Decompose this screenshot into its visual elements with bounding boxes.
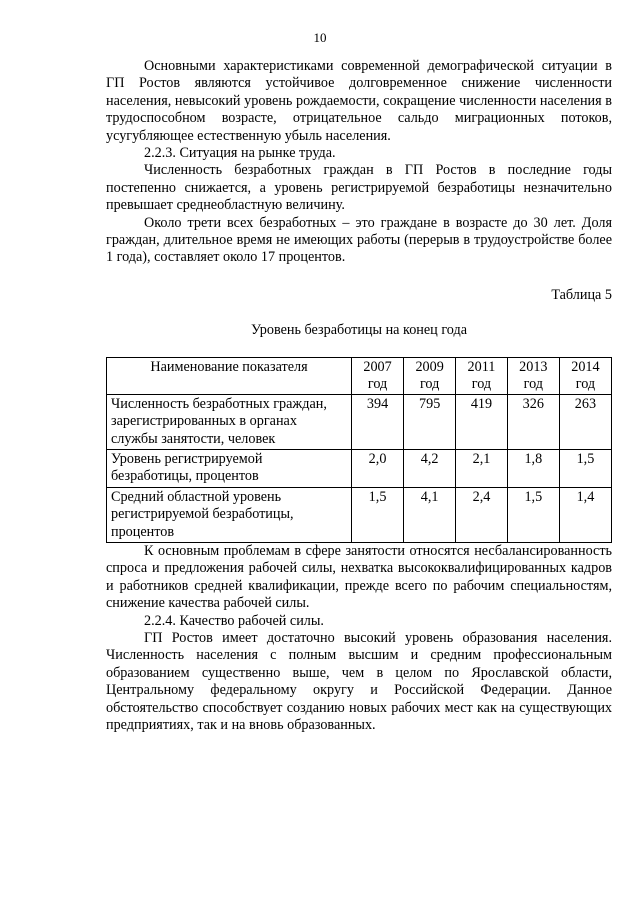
- table-label: Таблица 5: [551, 286, 612, 303]
- cell-value: 4,1: [404, 487, 456, 542]
- table-row: [107, 449, 612, 487]
- header-year: 2007 год: [352, 357, 404, 394]
- cell-value: 326: [507, 394, 559, 449]
- paragraph-demography: Основными характеристиками современной демографической ситуации в ГП Ростов являются устойчивое долговременное снижение численности населения, невысокий уровень рождаемости, сокращение численности населения в трудоспособном возрасте, отрицательное сальдо миграционных потоков, усугубляющее естественную убыль населения.: [106, 58, 612, 144]
- cell-value: 263: [559, 394, 611, 449]
- cell-value: 419: [456, 394, 508, 449]
- section-heading-labor-market: 2.2.3. Ситуация на рынке труда.: [144, 145, 336, 162]
- table-caption: Уровень безработицы на конец года: [251, 322, 467, 339]
- cell-value: 2,1: [456, 449, 508, 487]
- cell-value: 4,2: [404, 449, 456, 487]
- cell-value: 1,4: [559, 487, 611, 542]
- table-header-row: [107, 357, 612, 394]
- paragraph-unemployed-youth: Около трети всех безработных – это граждане в возрасте до 30 лет. Доля граждан, длительное время не имеющих работы (перерыв в трудоустройстве более 1 года), составляет около 17 процентов.: [106, 214, 612, 266]
- cell-value: 1,5: [507, 487, 559, 542]
- cell-value: 1,5: [352, 487, 404, 542]
- cell-value: 1,5: [559, 449, 611, 487]
- header-year: 2009 год: [404, 357, 456, 394]
- table-row: [107, 394, 612, 449]
- cell-value: 1,8: [507, 449, 559, 487]
- paragraph-education-level: ГП Ростов имеет достаточно высокий уровень образования населения. Численность населения с полным высшим и средним профессиональным образованием существенно выше, чем в целом по Ярославской области, Центральному федеральному округу и Российской Федерации. Данное обстоятельство способствует созданию новых рабочих мест как на существующих предприятиях, так и на вновь образованных.: [106, 629, 612, 733]
- paragraph-employment-problems: К основным проблемам в сфере занятости относятся несбалансированность спроса и предложения рабочей силы, нехватка высококвалифицированных кадров и работников средней квалификации, прежде всего по рабочим специальностям, снижение качества рабочей силы.: [106, 542, 612, 612]
- row-name: Средний областной уровень регистрируемой безработицы, процентов: [107, 487, 352, 542]
- unemployment-table: [106, 357, 612, 543]
- header-year: 2011 год: [456, 357, 508, 394]
- paragraph-unemployment-trend: Численность безработных граждан в ГП Ростов в последние годы постепенно снижается, а уровень регистрируемой безработицы незначительно превышает среднеобластную величину.: [106, 162, 612, 214]
- page-number: 10: [313, 30, 327, 45]
- document-body: [106, 58, 612, 734]
- row-name: Численность безработных граждан, зарегистрированных в органах службы занятости, человек: [107, 394, 352, 449]
- section-heading-workforce-quality: 2.2.4. Качество рабочей силы.: [144, 612, 324, 629]
- table-row: [107, 487, 612, 542]
- header-year: 2014 год: [559, 357, 611, 394]
- cell-value: 795: [404, 394, 456, 449]
- cell-value: 2,4: [456, 487, 508, 542]
- cell-value: 394: [352, 394, 404, 449]
- row-name: Уровень регистрируемой безработицы, процентов: [107, 449, 352, 487]
- header-year: 2013 год: [507, 357, 559, 394]
- cell-value: 2,0: [352, 449, 404, 487]
- header-indicator-name: Наименование показателя: [107, 357, 352, 394]
